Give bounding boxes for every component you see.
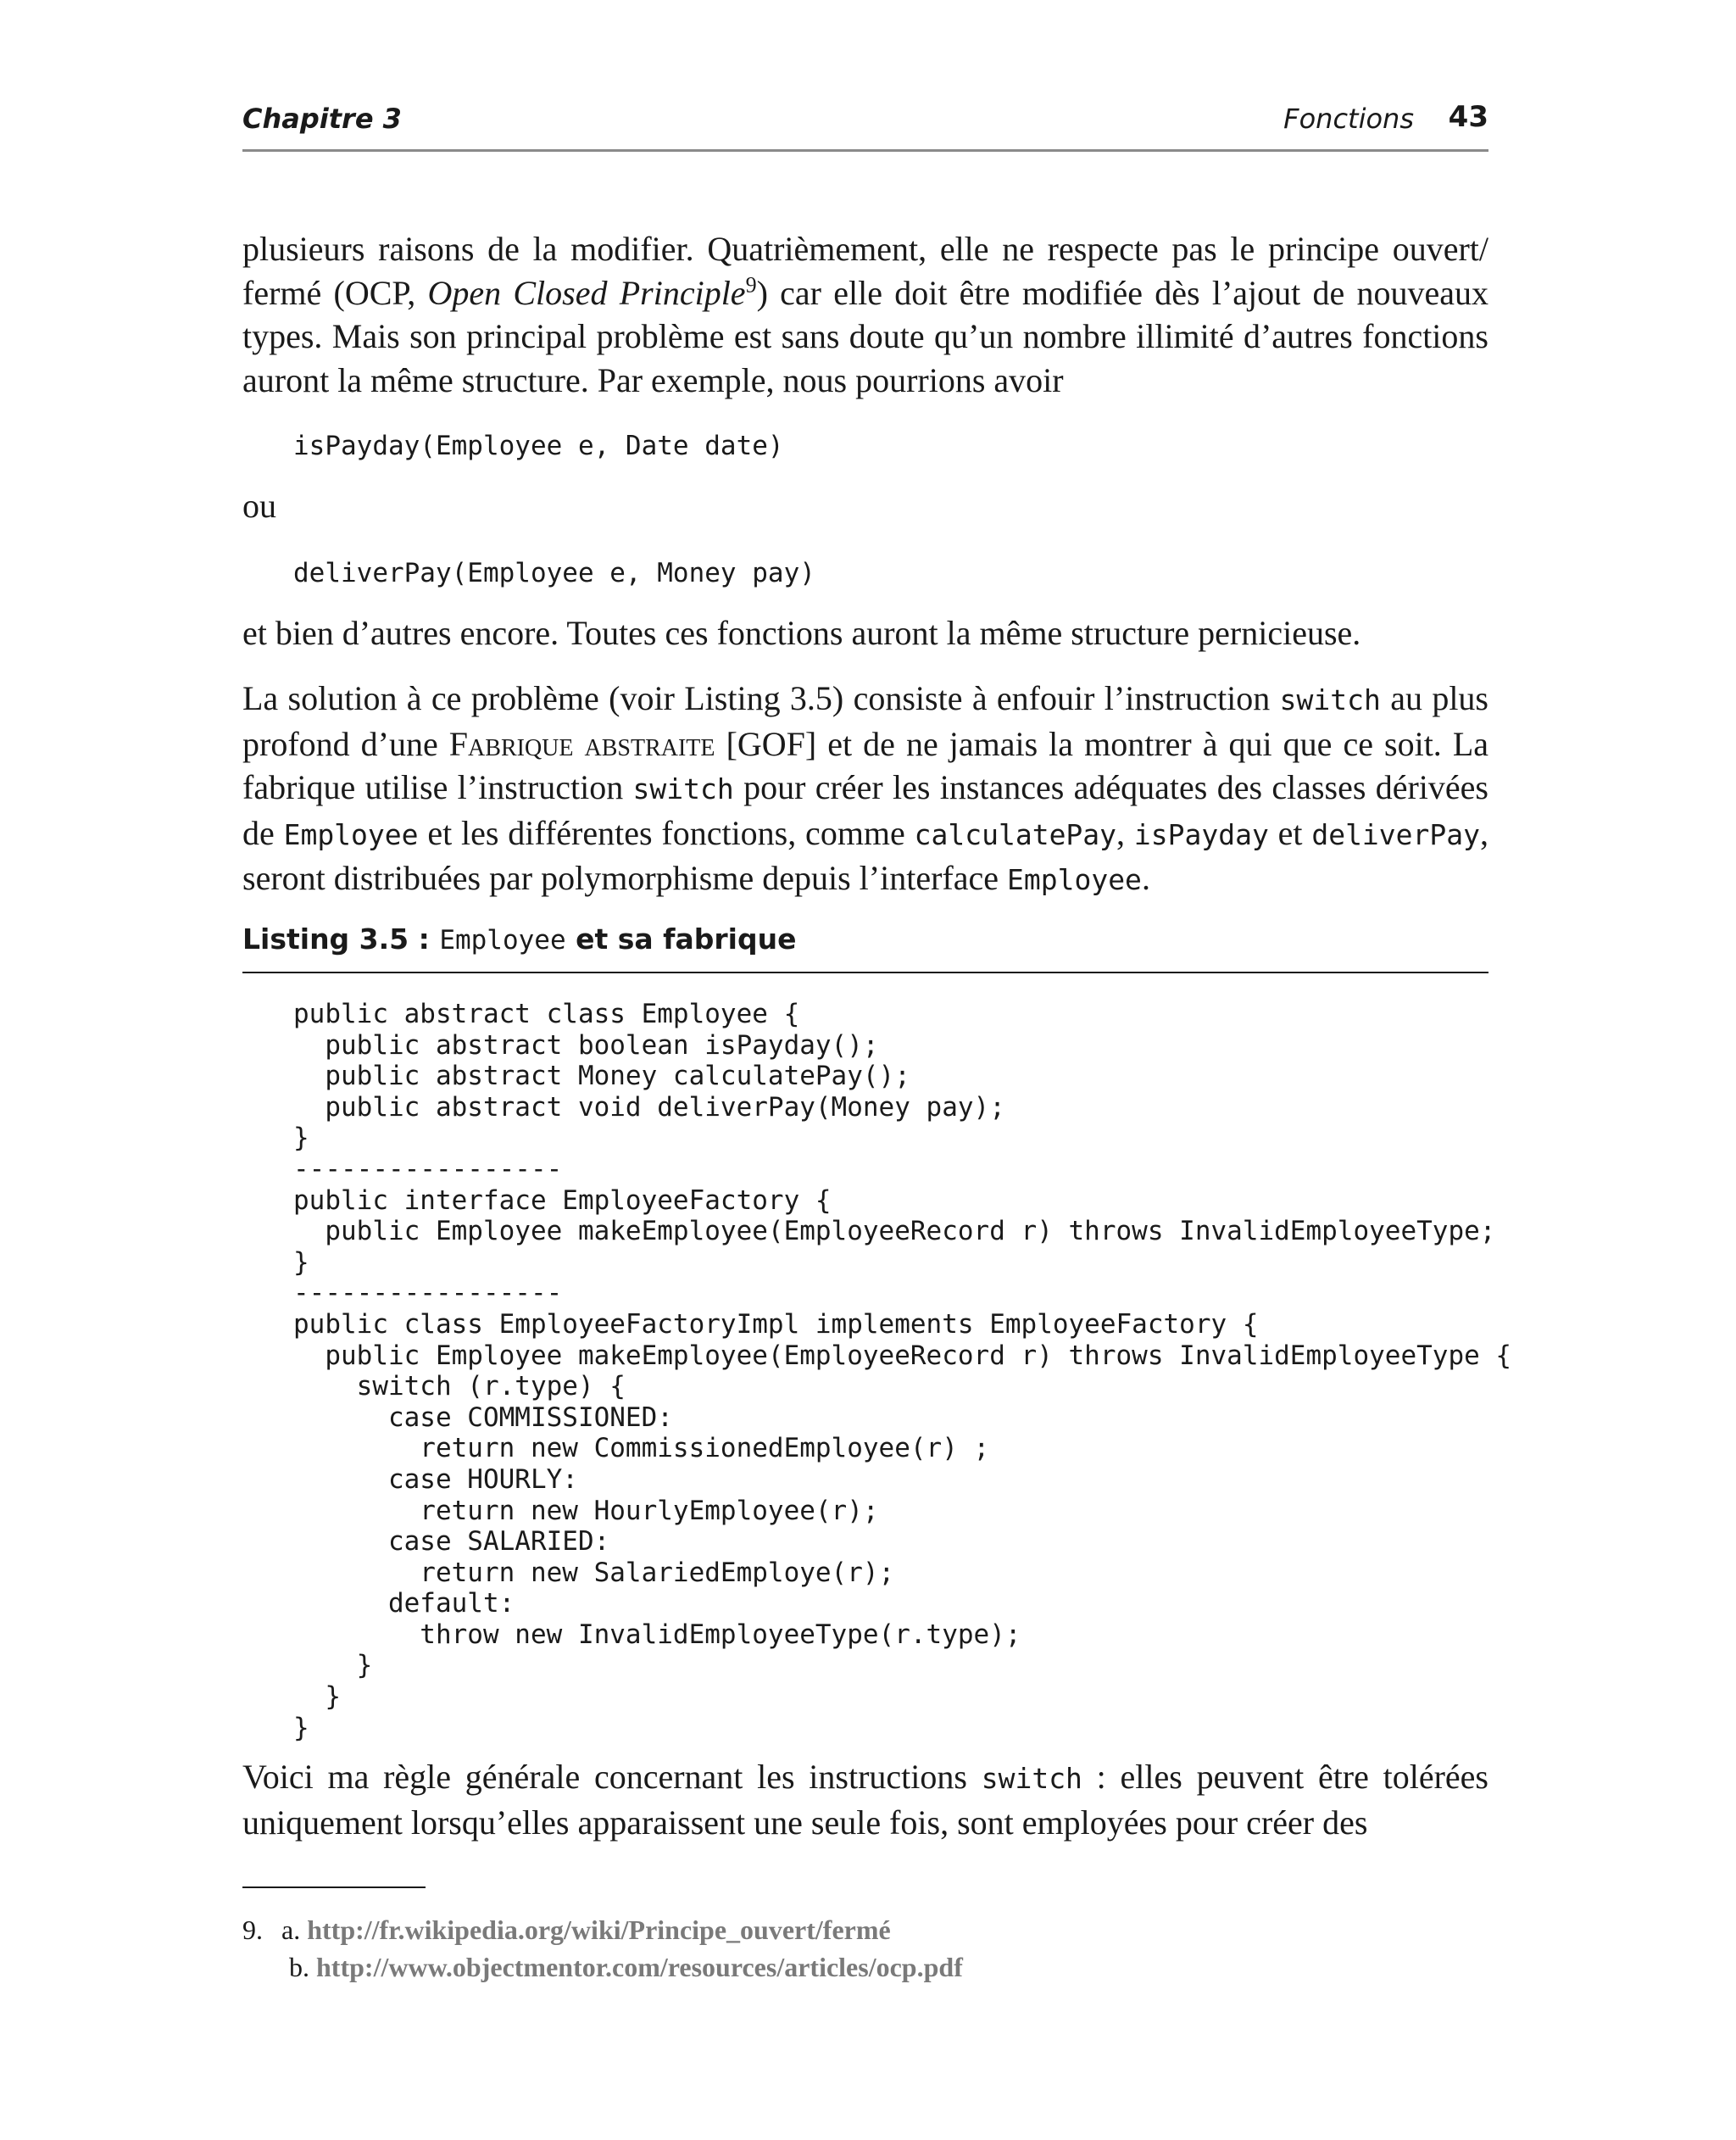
footnote-a-label: a. xyxy=(281,1914,308,1945)
code-sample-ispayday: isPayday(Employee e, Date date) xyxy=(293,431,784,461)
header-rule xyxy=(242,149,1488,152)
code-line: } xyxy=(293,1123,309,1154)
listing-caption xyxy=(242,921,797,959)
page-number: 43 xyxy=(1448,100,1488,134)
word-ou: ou xyxy=(242,487,276,525)
code-line: return new SalariedEmploye(r); xyxy=(293,1557,895,1588)
paragraph-text: et les différentes fonctions, comme xyxy=(418,813,915,852)
code-line: return new HourlyEmployee(r); xyxy=(293,1495,879,1526)
paragraph-text: La solution à ce problème (voir Listing 3.5) consiste à enfouir l’instruction xyxy=(242,679,1280,717)
paragraph-text: [GOF] et de ne jamais la montrer à qui que ce soit. La fabrique utilise l’instruction xyxy=(242,724,1489,806)
paragraph-text: Voici ma règle générale concernant les instructions xyxy=(242,1758,982,1796)
code-line: case HOURLY: xyxy=(293,1463,578,1495)
footnote-link-a[interactable]: http://fr.wikipedia.org/wiki/Principe_ouvert/fermé xyxy=(307,1914,891,1945)
code-line: switch (r.type) { xyxy=(293,1371,626,1402)
footnote-line-a xyxy=(242,1911,963,1948)
paragraph-pernicious: et bien d’autres encore. Toutes ces fonctions auront la même structure pernicieuse. xyxy=(242,614,1361,652)
footnote-ref: 9 xyxy=(745,272,757,298)
paragraph-text: plusieurs raisons de la modifier. Quatrièmement, elle ne respecte pas le principe ouvert/ fermé (OCP, xyxy=(242,230,1488,312)
code-sample-deliverpay: deliverPay(Employee e, Money pay) xyxy=(293,558,815,588)
code-line: } xyxy=(293,1712,309,1743)
chapter-label: Chapitre 3 xyxy=(242,103,402,135)
inline-code: switch xyxy=(981,1762,1082,1795)
code-line: public abstract boolean isPayday(); xyxy=(293,1029,879,1061)
code-line: public Employee makeEmployee(EmployeeRecord r) throws InvalidEmployeeType { xyxy=(293,1340,1512,1371)
code-line: public abstract void deliverPay(Money pay); xyxy=(293,1091,1005,1123)
code-line: throw new InvalidEmployeeType(r.type); xyxy=(293,1619,1021,1650)
paragraph-text: , seront distribuées par polymorphisme depuis l’interface xyxy=(242,813,1489,897)
paragraph-text: , xyxy=(1116,813,1134,852)
inline-code: deliverPay xyxy=(1311,817,1481,851)
code-line: public abstract class Employee { xyxy=(293,999,800,1029)
code-line: } xyxy=(293,1246,309,1278)
paragraph-solution xyxy=(242,677,1488,902)
code-line: public abstract Money calculatePay(); xyxy=(293,1061,910,1092)
code-line: public interface EmployeeFactory { xyxy=(293,1184,832,1216)
inline-code: isPayday xyxy=(1133,817,1269,851)
code-line: case COMMISSIONED: xyxy=(293,1402,673,1433)
inline-code: switch xyxy=(632,772,734,805)
code-line: ----------------- xyxy=(293,1278,563,1309)
code-line: return new CommissionedEmployee(r) ; xyxy=(293,1433,990,1464)
inline-code: Employee xyxy=(1006,863,1142,896)
footnote-b-label: b. xyxy=(289,1952,316,1982)
section-label: Fonctions xyxy=(1283,103,1414,135)
code-line: public Employee makeEmployee(EmployeeRecord r) throws InvalidEmployeeType; xyxy=(293,1216,1496,1247)
book-page xyxy=(242,100,1512,1982)
small-caps-term: Fabrique abstraite xyxy=(448,724,715,763)
inline-code: calculatePay xyxy=(914,817,1117,851)
paragraph-text: : elles peuvent être tolérées uniquement lorsqu’elles apparaissent une seule fois, sont employées pour créer des xyxy=(242,1758,1488,1842)
listing-code-block xyxy=(293,999,1511,1743)
listing-title: et sa fabrique xyxy=(565,922,797,956)
paragraph-text: pour créer les instances adéquates des classes dérivées de xyxy=(242,768,1488,852)
code-line: } xyxy=(293,1650,373,1681)
running-head xyxy=(242,100,1488,137)
footnote-link-b[interactable]: http://www.objectmentor.com/resources/articles/ocp.pdf xyxy=(316,1952,963,1982)
inline-code: Employee xyxy=(283,817,419,851)
code-line: default: xyxy=(293,1588,515,1619)
inline-code: switch xyxy=(1279,683,1381,716)
footnote-rule xyxy=(242,1886,426,1888)
paragraph-text: ) car elle doit être modifiée dès l’ajout de nouveaux types. Mais son principal problème est sans doute qu’un nombre illimité d’autres fonctions auront la même structure. Par exemple, nous pourrions avoir xyxy=(242,273,1489,399)
footnote-line-b xyxy=(242,1948,963,1986)
paragraph-text: . xyxy=(1141,859,1150,897)
footnote xyxy=(242,1911,963,1986)
paragraph-switch-rule xyxy=(242,1755,1488,1844)
italic-term: Open Closed Principle xyxy=(427,273,746,312)
code-line: public class EmployeeFactoryImpl implements EmployeeFactory { xyxy=(293,1308,1259,1340)
paragraph-text: et xyxy=(1268,813,1312,852)
paragraph-ocp xyxy=(242,227,1488,402)
listing-label: Listing 3.5 : xyxy=(242,922,440,956)
code-line: ----------------- xyxy=(293,1153,563,1184)
footnote-number: 9. xyxy=(242,1914,263,1945)
listing-rule xyxy=(242,972,1488,973)
code-line: } xyxy=(293,1681,341,1713)
code-line: case SALARIED: xyxy=(293,1526,610,1558)
paragraph-text: au plus profond d’une xyxy=(242,679,1489,763)
listing-code-name: Employee xyxy=(439,925,566,956)
